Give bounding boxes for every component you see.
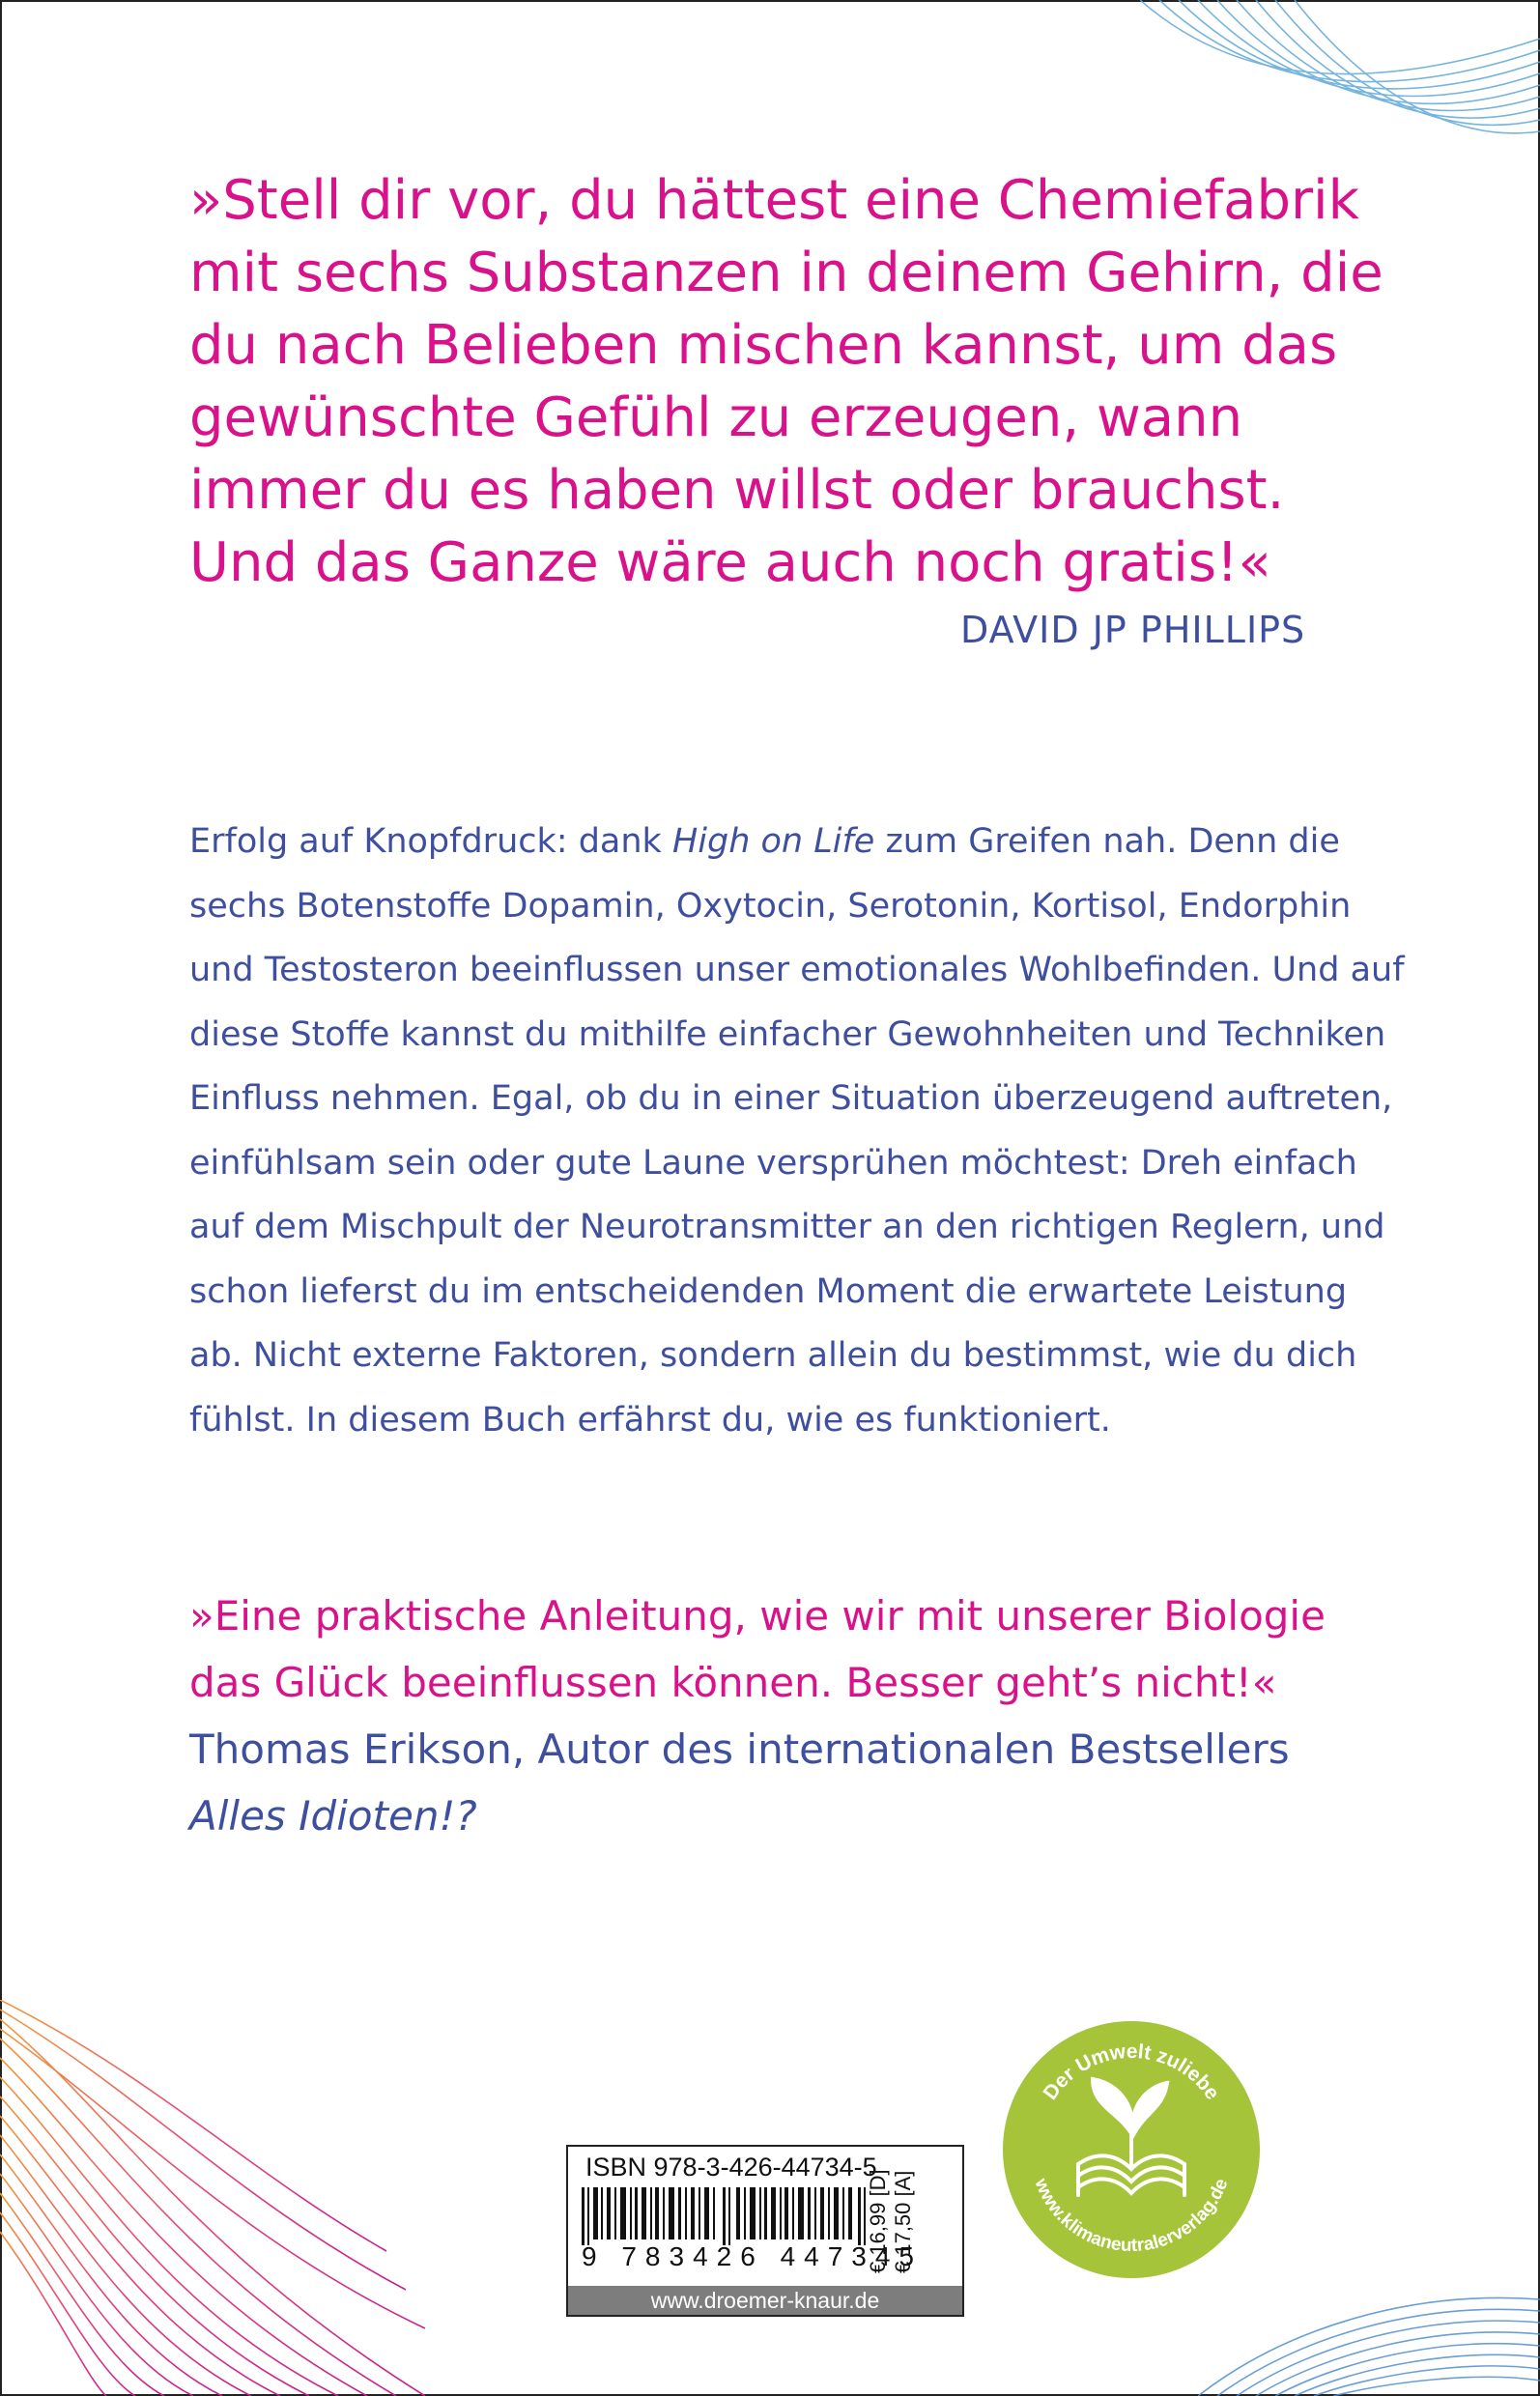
barcode-bars [582, 2187, 881, 2245]
price-austria: € 17,50 [A] [891, 2170, 915, 2273]
price-list [866, 2157, 915, 2273]
lead-quote: »Stell dir vor, du hättest eine Chemiefabrik mit sechs Substanzen in deinem Gehirn, die du nach Belieben mischen kannst, um das gewünschte Gefühl zu erzeugen, wann immer du es haben willst oder brauchst. Und das Ganze wäre auch noch gratis!« [189, 169, 1383, 594]
wave-lines-bottom-left [0, 2000, 425, 2396]
blurb-text-1: Erfolg auf Knopfdruck: dank [189, 822, 672, 861]
book-blurb [189, 810, 1407, 1452]
review-book-title: Alles Idioten!? [189, 1792, 477, 1840]
isbn-label: ISBN 978-3-426-44734-5 [585, 2153, 877, 2182]
barcode-digits: 9 783426 447345 [582, 2241, 923, 2271]
review-attribution [189, 1716, 1407, 1849]
blurb-book-title: High on Life [671, 822, 875, 861]
wave-lines-bottom-right [1198, 2270, 1540, 2396]
quote-author: DAVID JP PHILLIPS [960, 609, 1306, 651]
climate-neutral-seal [1001, 2019, 1262, 2280]
seal-top-text: Der Umwelt zuliebe [1039, 2039, 1224, 2104]
wave-lines-top-right [1140, 0, 1540, 145]
barcode-box [566, 2145, 964, 2317]
publisher-website: www.droemer-knaur.de [568, 2286, 962, 2315]
seal-bottom-text: www.klimaneutralerverlag.de [1030, 2176, 1233, 2257]
price-germany: € 16,99 [D] [866, 2169, 890, 2273]
review-author: Thomas Erikson, Autor des internationalen Bestsellers [189, 1726, 1290, 1773]
blurb-text-2: zum Greifen nah. Denn die sechs Botenstoffe Dopamin, Oxytocin, Serotonin, Kortisol, Endorphin und Testosteron beeinflussen unser emotionales Wohlbefinden. Und auf diese Stoffe kannst du mithilfe einfacher Gewohnheiten und Techniken Einfluss nehmen. Egal, ob du in einer Situation überzeugend auftreten, einfühlsam sein oder gute Laune versprühen möchtest: Dreh einfach auf dem Mischpult der Neurotransmitter an den richtigen Reglern, und schon lieferst du im entscheidenden Moment die erwartete Leistung ab. Nicht externe Faktoren, sondern allein du bestimmst, wie du dich fühlst. In diesem Buch erfährst du, wie es funktioniert. [189, 822, 1405, 1440]
review-quote: »Eine praktische Anleitung, wie wir mit unserer Biologie das Glück beeinflussen können. Besser geht’s nicht!« [189, 1592, 1326, 1706]
